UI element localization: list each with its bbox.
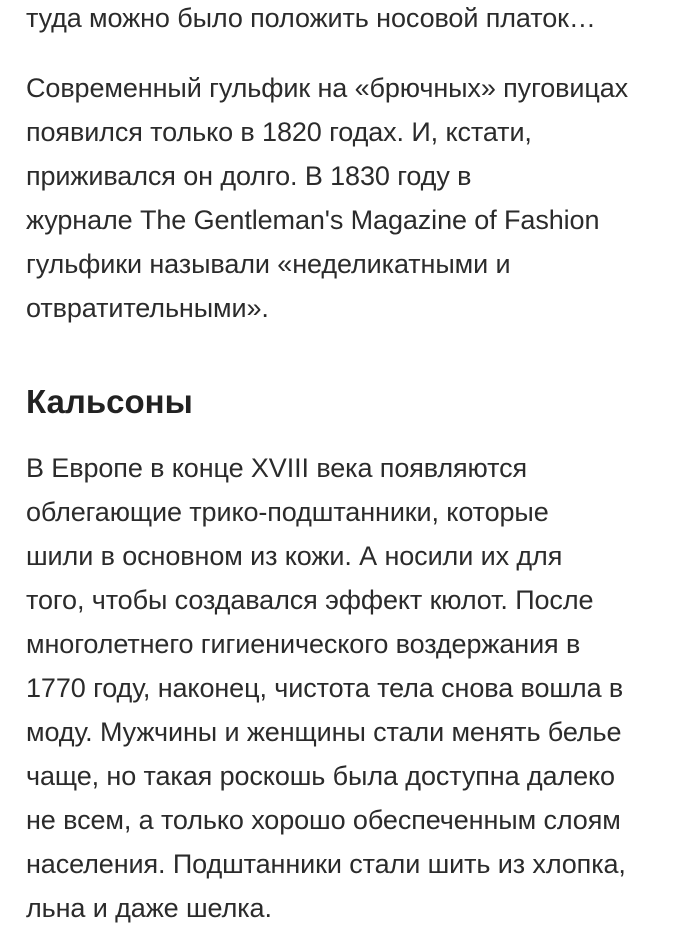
text-line: облегающие трико-подштанники, которые: [26, 497, 549, 527]
text-line: гульфики называли «неделикатными и: [26, 249, 511, 279]
text-line: населения. Подштанники стали шить из хлопка,: [26, 849, 626, 879]
text-line: отвратительными».: [26, 293, 269, 323]
text-line: В Европе в конце XVIII века появляются: [26, 453, 528, 483]
text-line: не всем, а только хорошо обеспеченным слоям: [26, 805, 621, 835]
paragraph-underwear: [26, 446, 626, 930]
text-line: моду. Мужчины и женщины стали менять белье: [26, 717, 622, 747]
section-heading: Кальсоны: [26, 383, 193, 420]
text-line: того, чтобы создавался эффект кюлот. После: [26, 585, 594, 615]
text-line: льна и даже шелка.: [26, 893, 272, 923]
text-line: журнале The Gentleman's Magazine of Fashion: [26, 205, 600, 235]
text-line: 1770 году, наконец, чистота тела снова вошла в: [26, 673, 624, 703]
text-line: шили в основном из кожи. А носили их для: [26, 541, 563, 571]
text-line: туда можно было положить носовой платок…: [26, 3, 596, 33]
text-line: Современный гульфик на «брючных» пуговицах: [26, 73, 629, 103]
text-line: чаще, но такая роскошь была доступна далеко: [26, 761, 615, 791]
text-line: многолетнего гигиенического воздержания в: [26, 629, 581, 659]
paragraph-intro-tail: [26, 0, 596, 40]
text-line: появился только в 1820 годах. И, кстати,: [26, 117, 532, 147]
paragraph-codpiece: [26, 66, 628, 330]
text-line: приживался он долго. В 1830 году в: [26, 161, 472, 191]
